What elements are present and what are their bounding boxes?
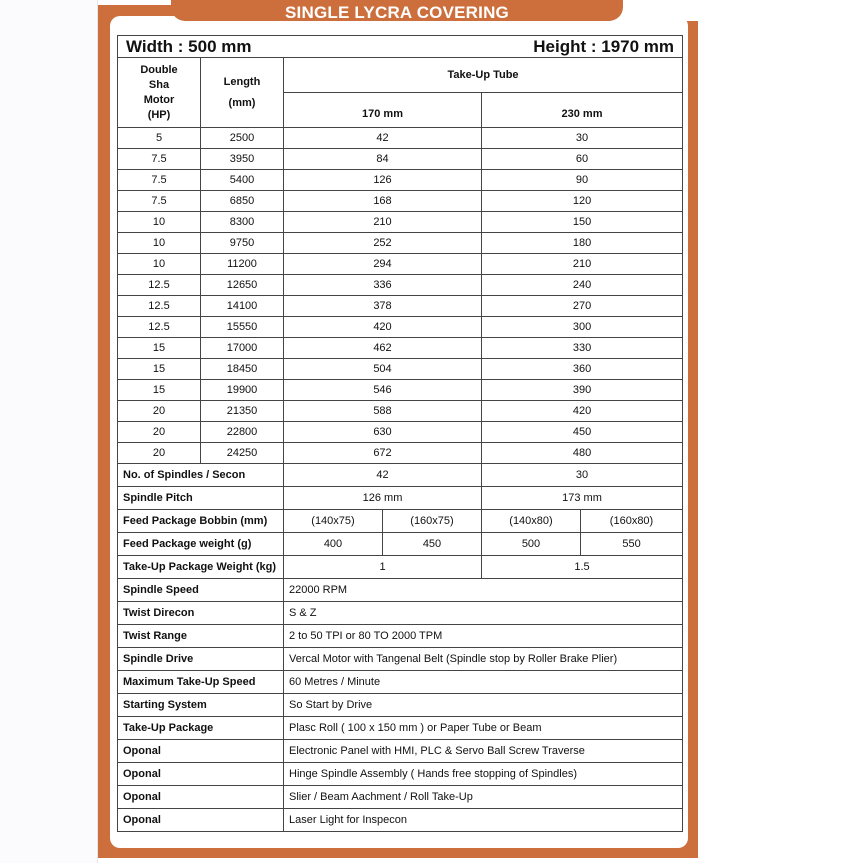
table-row — [118, 625, 683, 648]
length-header — [201, 58, 284, 128]
spindles-170-cell: 504 — [284, 359, 482, 380]
spindles-230-cell: 330 — [482, 338, 683, 359]
spindles-230-cell: 480 — [482, 443, 683, 464]
spindles-230-cell: 60 — [482, 149, 683, 170]
spindles-170-cell: 462 — [284, 338, 482, 359]
length-cell: 3950 — [201, 149, 284, 170]
motor-header — [118, 58, 201, 128]
spec-label: Oponal — [118, 763, 284, 786]
table-row — [118, 401, 683, 422]
spindles-230-cell: 150 — [482, 212, 683, 233]
motor-hp-cell: 15 — [118, 338, 201, 359]
motor-header-line: (HP) — [147, 108, 171, 121]
spindles-170-cell: 546 — [284, 380, 482, 401]
spindles-170-cell: 420 — [284, 317, 482, 338]
spec-label: Oponal — [118, 786, 284, 809]
table-row — [118, 359, 683, 380]
spec-label: Spindle Drive — [118, 648, 284, 671]
spec-label: Starting System — [118, 694, 284, 717]
length-cell: 21350 — [201, 401, 284, 422]
length-cell: 9750 — [201, 233, 284, 254]
value-170-cell: 1 — [284, 556, 482, 579]
height-label: Height : 1970 mm — [533, 36, 675, 56]
motor-hp-cell: 15 — [118, 359, 201, 380]
length-cell: 19900 — [201, 380, 284, 401]
length-cell: 18450 — [201, 359, 284, 380]
table-row — [118, 149, 683, 170]
dimensions-row — [118, 36, 683, 58]
table-row — [118, 786, 683, 809]
length-cell: 5400 — [201, 170, 284, 191]
width-label: Width : 500 mm — [126, 36, 252, 56]
spindles-230-cell: 360 — [482, 359, 683, 380]
spindles-170-cell: 672 — [284, 443, 482, 464]
length-cell: 6850 — [201, 191, 284, 212]
tube-170-header: 170 mm — [284, 93, 482, 128]
motor-hp-cell: 7.5 — [118, 170, 201, 191]
spec-value: 22000 RPM — [284, 579, 683, 602]
spec-value: Plasc Roll ( 100 x 150 mm ) or Paper Tube or Beam — [284, 717, 683, 740]
motor-hp-cell: 7.5 — [118, 149, 201, 170]
length-cell: 8300 — [201, 212, 284, 233]
spindles-230-cell: 30 — [482, 128, 683, 149]
motor-header-line: Motor — [143, 93, 175, 106]
table-row — [118, 422, 683, 443]
tube-230-header: 230 mm — [482, 93, 683, 128]
table-row — [118, 533, 683, 556]
motor-hp-cell: 12.5 — [118, 275, 201, 296]
table-row — [118, 380, 683, 401]
motor-hp-cell: 10 — [118, 233, 201, 254]
table-row — [118, 763, 683, 786]
spindles-170-cell: 336 — [284, 275, 482, 296]
spindles-230-cell: 120 — [482, 191, 683, 212]
motor-hp-cell: 10 — [118, 212, 201, 233]
spec-value: 60 Metres / Minute — [284, 671, 683, 694]
table-row — [118, 254, 683, 275]
length-cell: 15550 — [201, 317, 284, 338]
length-cell: 22800 — [201, 422, 284, 443]
spindles-170-cell: 588 — [284, 401, 482, 422]
spindles-230-cell: 180 — [482, 233, 683, 254]
table-row — [118, 212, 683, 233]
bobbin-value-cell: (160x75) — [383, 510, 482, 533]
spindles-170-cell: 294 — [284, 254, 482, 275]
table-row — [118, 648, 683, 671]
motor-hp-cell: 20 — [118, 401, 201, 422]
spec-label: Oponal — [118, 809, 284, 832]
takeup-header: Take-Up Tube — [284, 58, 683, 93]
spindles-170-cell: 252 — [284, 233, 482, 254]
spindles-230-cell: 210 — [482, 254, 683, 275]
spindles-170-cell: 42 — [284, 128, 482, 149]
motor-header-line: Sha — [148, 78, 170, 91]
bobbin-value-cell: (140x80) — [482, 510, 581, 533]
spindles-230-cell: 240 — [482, 275, 683, 296]
table-row — [118, 128, 683, 149]
spec-value: Slier / Beam Aachment / Roll Take-Up — [284, 786, 683, 809]
length-header-line: (mm) — [228, 96, 256, 109]
length-cell: 14100 — [201, 296, 284, 317]
table-row — [118, 510, 683, 533]
motor-hp-cell: 20 — [118, 443, 201, 464]
spec-value: So Start by Drive — [284, 694, 683, 717]
motor-hp-cell: 12.5 — [118, 296, 201, 317]
spec-label: Take-Up Package — [118, 717, 284, 740]
spec-label: Maximum Take-Up Speed — [118, 671, 284, 694]
spec-value: Electronic Panel with HMI, PLC & Servo Ball Screw Traverse — [284, 740, 683, 763]
spec-value: Hinge Spindle Assembly ( Hands free stopping of Spindles) — [284, 763, 683, 786]
motor-hp-cell: 7.5 — [118, 191, 201, 212]
table-row — [118, 170, 683, 191]
value-230-cell: 1.5 — [482, 556, 683, 579]
table-row — [118, 296, 683, 317]
row-label: Feed Package weight (g) — [118, 533, 284, 556]
motor-header-line: Double — [140, 63, 178, 76]
motor-hp-cell: 15 — [118, 380, 201, 401]
bobbin-value-cell: 550 — [581, 533, 683, 556]
spindles-230-cell: 270 — [482, 296, 683, 317]
bobbin-value-cell: (160x80) — [581, 510, 683, 533]
motor-hp-cell: 20 — [118, 422, 201, 443]
spec-value: Vercal Motor with Tangenal Belt (Spindle stop by Roller Brake Plier) — [284, 648, 683, 671]
spindles-230-cell: 300 — [482, 317, 683, 338]
spindles-170-cell: 630 — [284, 422, 482, 443]
value-170-cell: 126 mm — [284, 487, 482, 510]
length-cell: 24250 — [201, 443, 284, 464]
row-label: No. of Spindles / Secon — [118, 464, 284, 487]
length-header-line: Length — [223, 75, 261, 88]
table-row — [118, 671, 683, 694]
motor-hp-cell: 12.5 — [118, 317, 201, 338]
length-cell: 11200 — [201, 254, 284, 275]
spindles-170-cell: 378 — [284, 296, 482, 317]
table-row — [118, 275, 683, 296]
spec-label: Twist Direcon — [118, 602, 284, 625]
motor-hp-cell: 5 — [118, 128, 201, 149]
spindles-170-cell: 168 — [284, 191, 482, 212]
table-row — [118, 556, 683, 579]
spec-label: Twist Range — [118, 625, 284, 648]
value-230-cell: 30 — [482, 464, 683, 487]
spindles-170-cell: 126 — [284, 170, 482, 191]
spec-value: S & Z — [284, 602, 683, 625]
table-row — [118, 717, 683, 740]
spindles-170-cell: 84 — [284, 149, 482, 170]
table-row — [118, 338, 683, 359]
spec-label: Spindle Speed — [118, 579, 284, 602]
length-cell: 12650 — [201, 275, 284, 296]
title-banner: SINGLE LYCRA COVERING — [171, 0, 623, 21]
row-label: Take-Up Package Weight (kg) — [118, 556, 284, 579]
spec-value: Laser Light for Inspecon — [284, 809, 683, 832]
bobbin-value-cell: 400 — [284, 533, 383, 556]
table-row — [118, 809, 683, 832]
table-row — [118, 191, 683, 212]
table-row — [118, 694, 683, 717]
spindles-230-cell: 420 — [482, 401, 683, 422]
table-row — [118, 233, 683, 254]
page-margin — [0, 0, 98, 863]
length-cell: 2500 — [201, 128, 284, 149]
spindles-230-cell: 450 — [482, 422, 683, 443]
table-row — [118, 443, 683, 464]
spindles-230-cell: 90 — [482, 170, 683, 191]
spindles-230-cell: 390 — [482, 380, 683, 401]
table-row — [118, 740, 683, 763]
table-row — [118, 317, 683, 338]
bobbin-value-cell: (140x75) — [284, 510, 383, 533]
bobbin-value-cell: 500 — [482, 533, 581, 556]
spec-label: Oponal — [118, 740, 284, 763]
length-cell: 17000 — [201, 338, 284, 359]
header-row — [118, 58, 683, 93]
spindles-170-cell: 210 — [284, 212, 482, 233]
row-label: Spindle Pitch — [118, 487, 284, 510]
row-label: Feed Package Bobbin (mm) — [118, 510, 284, 533]
spec-value: 2 to 50 TPI or 80 TO 2000 TPM — [284, 625, 683, 648]
motor-hp-cell: 10 — [118, 254, 201, 275]
value-170-cell: 42 — [284, 464, 482, 487]
table-row — [118, 602, 683, 625]
spec-table — [117, 35, 683, 832]
table-row — [118, 464, 683, 487]
table-row — [118, 579, 683, 602]
table-row — [118, 487, 683, 510]
value-230-cell: 173 mm — [482, 487, 683, 510]
bobbin-value-cell: 450 — [383, 533, 482, 556]
